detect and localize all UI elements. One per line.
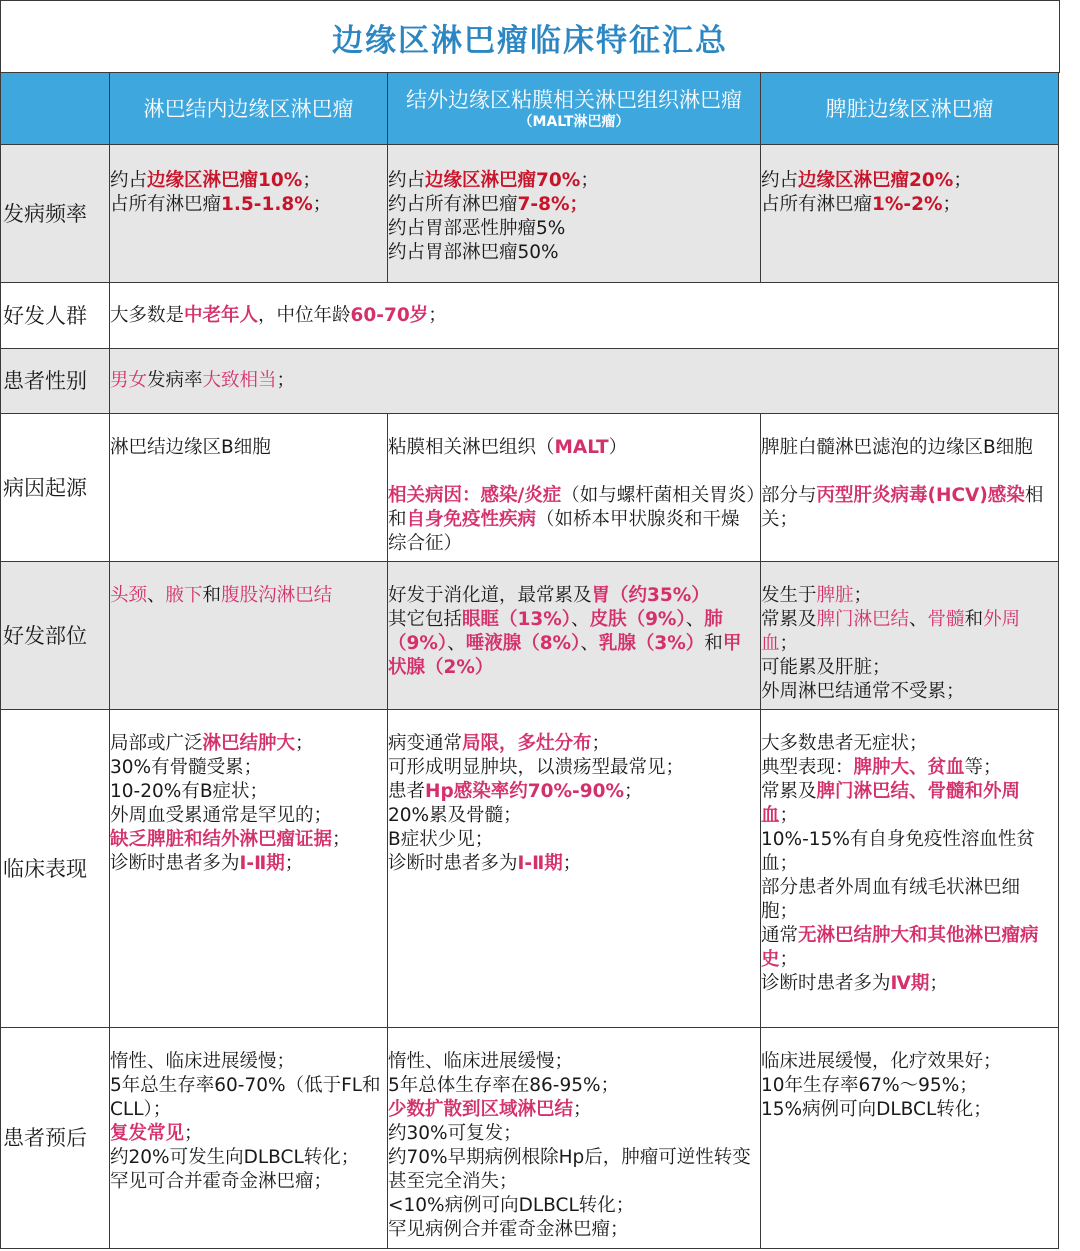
cell-malt: 惰性、临床进展缓慢； 5年总体生存率在86-95%； 少数扩散到区域淋巴结； 约30%可复发； 约70%早期病例根除Hp后，肿瘤可逆性转变甚至完全消失； <10%病例可向DLBCL转化； 罕见病例合并霍奇金淋巴瘤； bbox=[388, 1028, 761, 1249]
header-row bbox=[1, 73, 1059, 145]
row-clinical bbox=[1, 710, 1059, 1028]
cell-splenic: 发生于脾脏； 常累及脾门淋巴结、骨髓和外周血； 可能累及肝脏； 外周淋巴结通常不受累； bbox=[761, 562, 1059, 710]
cell-splenic: 临床进展缓慢，化疗效果好； 10年生存率67%～95%； 15%病例可向DLBCL转化； bbox=[761, 1028, 1059, 1249]
cell-population: 大多数是中老年人，中位年龄60-70岁； bbox=[110, 283, 1059, 349]
row-label: 发病频率 bbox=[1, 145, 110, 283]
cell-nodal: 淋巴结边缘区B细胞 bbox=[110, 414, 388, 562]
row-origin bbox=[1, 414, 1059, 562]
header-malt: 结外边缘区粘膜相关淋巴组织淋巴瘤 （MALT淋巴瘤） bbox=[388, 73, 761, 145]
cell-splenic: 大多数患者无症状； 典型表现：脾肿大、贫血等； 常累及脾门淋巴结、骨髓和外周血； 10%-15%有自身免疫性溶血性贫血； 部分患者外周血有绒毛状淋巴细胞； 通常无淋巴结肿大和其他淋巴瘤病史； 诊断时患者多为Ⅳ期； bbox=[761, 710, 1059, 1028]
row-sex bbox=[1, 349, 1059, 414]
page-title: 边缘区淋巴瘤临床特征汇总 bbox=[0, 0, 1060, 73]
row-prognosis bbox=[1, 1028, 1059, 1249]
row-label: 好发人群 bbox=[1, 283, 110, 349]
cell-malt: 粘膜相关淋巴组织（MALT） 相关病因：感染/炎症（如与螺杆菌相关胃炎）和自身免疫性疾病（如桥本甲状腺炎和干燥综合征） bbox=[388, 414, 761, 562]
row-frequency bbox=[1, 145, 1059, 283]
cell-malt: 约占边缘区淋巴瘤70%； 约占所有淋巴瘤7-8%； 约占胃部恶性肿瘤5% 约占胃部淋巴瘤50% bbox=[388, 145, 761, 283]
header-corner bbox=[1, 73, 110, 145]
header-splenic: 脾脏边缘区淋巴瘤 bbox=[761, 73, 1059, 145]
row-population bbox=[1, 283, 1059, 349]
cell-splenic: 脾脏白髓淋巴滤泡的边缘区B细胞 部分与丙型肝炎病毒(HCV)感染相关； bbox=[761, 414, 1059, 562]
cell-nodal: 局部或广泛淋巴结肿大； 30%有骨髓受累； 10-20%有B症状； 外周血受累通常是罕见的； 缺乏脾脏和结外淋巴瘤证据； 诊断时患者多为Ⅰ-Ⅱ期； bbox=[110, 710, 388, 1028]
cell-sex: 男女发病率大致相当； bbox=[110, 349, 1059, 414]
cell-nodal: 头颈、腋下和腹股沟淋巴结 bbox=[110, 562, 388, 710]
row-label: 病因起源 bbox=[1, 414, 110, 562]
row-label: 患者性别 bbox=[1, 349, 110, 414]
row-label: 好发部位 bbox=[1, 562, 110, 710]
row-site bbox=[1, 562, 1059, 710]
cell-malt: 病变通常局限，多灶分布； 可形成明显肿块，以溃疡型最常见； 患者Hp感染率约70%-90%； 20%累及骨髓； B症状少见； 诊断时患者多为Ⅰ-Ⅱ期； bbox=[388, 710, 761, 1028]
cell-malt: 好发于消化道，最常累及胃（约35%） 其它包括眼眶（13%）、皮肤（9%）、肺（9%）、唾液腺（8%）、乳腺（3%）和甲状腺（2%） bbox=[388, 562, 761, 710]
cell-splenic: 约占边缘区淋巴瘤20%； 占所有淋巴瘤1%-2%； bbox=[761, 145, 1059, 283]
cell-nodal: 约占边缘区淋巴瘤10%； 占所有淋巴瘤1.5-1.8%； bbox=[110, 145, 388, 283]
row-label: 临床表现 bbox=[1, 710, 110, 1028]
row-label: 患者预后 bbox=[1, 1028, 110, 1249]
feature-table bbox=[0, 72, 1059, 1249]
cell-nodal: 惰性、临床进展缓慢； 5年总生存率60-70%（低于FL和CLL）； 复发常见； 约20%可发生向DLBCL转化； 罕见可合并霍奇金淋巴瘤； bbox=[110, 1028, 388, 1249]
header-nodal: 淋巴结内边缘区淋巴瘤 bbox=[110, 73, 388, 145]
